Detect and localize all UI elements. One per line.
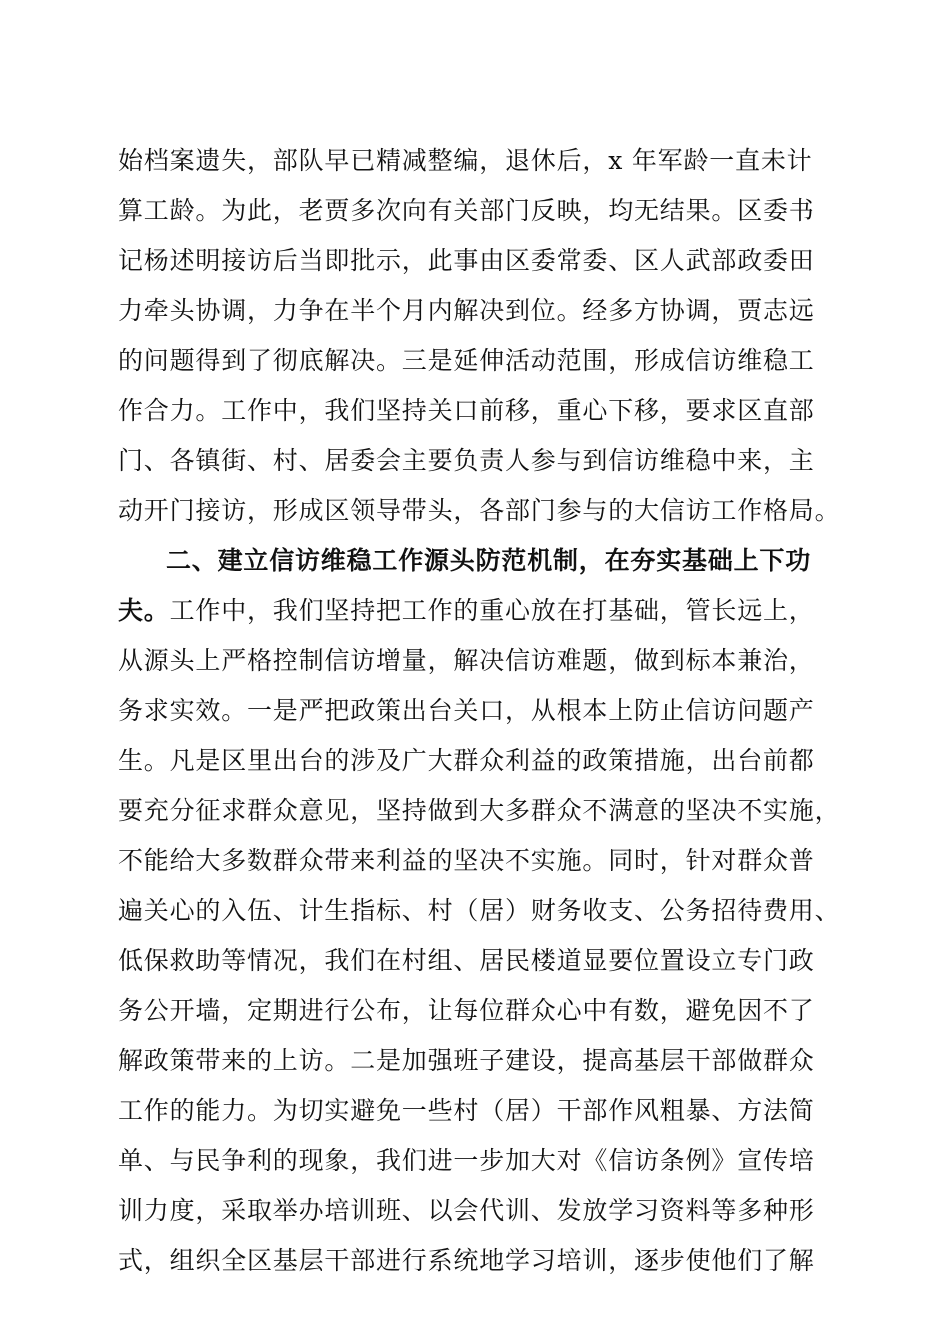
section-heading-continuation [118, 596, 838, 626]
text-line: 从源头上严格控制信访增量，解决信访难题，做到标本兼治， [118, 646, 815, 675]
text-line: 工作的能力。为切实避免一些村（居）干部作风粗暴、方法简 [118, 1096, 815, 1125]
text-line: 力牵头协调，力争在半个月内解决到位。经多方协调，贾志远 [118, 296, 815, 325]
text-line: 式，组织全区基层干部进行系统地学习培训，逐步使他们了解 [118, 1246, 815, 1275]
text-line: 记杨述明接访后当即批示，此事由区委常委、区人武部政委田 [118, 246, 815, 275]
section-heading-end: 夫。 [118, 596, 170, 625]
text-line: 始档案遗失，部队早已精减整编，退休后，x 年军龄一直未计 [118, 146, 813, 175]
text-line: 不能给大多数群众带来利益的坚决不实施。同时，针对群众普 [118, 846, 815, 875]
text-line: 动开门接访，形成区领导带头，各部门参与的大信访工作格局。 [118, 496, 841, 525]
paragraph-text: 工作中，我们坚持把工作的重心放在打基础，管长远上， [169, 596, 815, 625]
text-line: 解政策带来的上访。二是加强班子建设，提高基层干部做群众 [118, 1046, 815, 1075]
text-line: 单、与民争利的现象，我们进一步加大对《信访条例》宣传培 [118, 1146, 815, 1175]
text-line: 训力度，采取举办培训班、以会代训、发放学习资料等多种形 [118, 1196, 815, 1225]
text-line: 遍关心的入伍、计生指标、村（居）财务收支、公务招待费用、 [118, 896, 841, 925]
text-line: 低保救助等情况，我们在村组、居民楼道显要位置设立专门政 [118, 946, 815, 975]
text-line: 作合力。工作中，我们坚持关口前移，重心下移，要求区直部 [118, 396, 815, 425]
text-line: 务求实效。一是严把政策出台关口，从根本上防止信访问题产 [118, 696, 815, 725]
text-line: 的问题得到了彻底解决。三是延伸活动范围，形成信访维稳工 [118, 346, 815, 375]
text-line: 务公开墙，定期进行公布，让每位群众心中有数，避免因不了 [118, 996, 815, 1025]
text-line: 要充分征求群众意见，坚持做到大多群众不满意的坚决不实施， [118, 796, 841, 825]
text-line: 门、各镇街、村、居委会主要负责人参与到信访维稳中来，主 [118, 446, 815, 475]
text-line: 算工龄。为此，老贾多次向有关部门反映，均无结果。区委书 [118, 196, 815, 225]
text-line: 生。凡是区里出台的涉及广大群众利益的政策措施，出台前都 [118, 746, 815, 775]
section-heading: 二、建立信访维稳工作源头防范机制，在夯实基础上下功 [166, 546, 812, 575]
